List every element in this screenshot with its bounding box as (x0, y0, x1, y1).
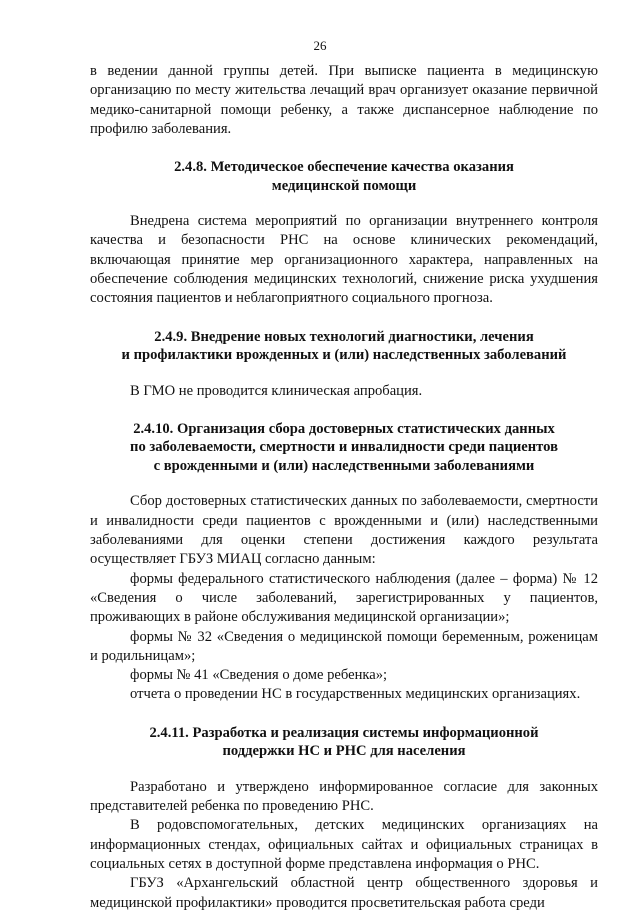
paragraph: В родовспомогательных, детских медицинских организациях на информационных стендах, официальных сайтах и официальных страницах в социальных сетях в доступной форме представлена информация о РНС. (90, 817, 598, 872)
heading-line: с врожденными и (или) наследственными заболеваниями (153, 457, 535, 474)
document-body (90, 62, 598, 913)
section-heading-2-4-9 (90, 328, 598, 365)
heading-line: и профилактики врожденных и (или) наследственных заболеваний (121, 347, 567, 364)
heading-line: поддержки НС и РНС для населения (222, 743, 466, 760)
paragraph: в ведении данной группы детей. При выписке пациента в медицинскую организацию по месту жительства лечащий врач организует оказание первичной медико-санитарной помощи ребенку, а также диспансерное наблюдение по профилю заболевания. (90, 63, 598, 137)
paragraph: отчета о проведении НС в государственных медицинских организациях. (130, 686, 581, 703)
section-heading-2-4-8 (90, 158, 598, 195)
paragraph: ГБУЗ «Архангельский областной центр общественного здоровья и медицинской профилактики» проводится просветительская работа среди (90, 875, 598, 911)
paragraph: формы № 32 «Сведения о медицинской помощи беременным, роженицам и родильницам»; (90, 628, 598, 664)
page-number: 26 (313, 38, 327, 53)
paragraph: формы федерального статистического наблюдения (далее – форма) № 12 «Сведения о числе заболеваний, зарегистрированных у пациентов, проживающих в районе обслуживания медицинской организации»; (90, 570, 598, 626)
heading-line: 2.4.11. Разработка и реализация системы информационной (149, 724, 539, 741)
heading-line: по заболеваемости, смертности и инвалидности среди пациентов (130, 439, 558, 456)
heading-line: 2.4.10. Организация сбора достоверных статистических данных (133, 420, 555, 437)
paragraph: Сбор достоверных статистических данных по заболеваемости, смертности и инвалидности среди пациентов с врожденными и (или) наследственными заболеваниями для оценки степени достижения каждого результата осуществляет ГБУЗ МИАЦ согласно данным: (90, 493, 598, 568)
paragraph: формы № 41 «Сведения о доме ребенка»; (130, 667, 388, 684)
paragraph: В ГМО не проводится клиническая апробация. (130, 382, 423, 399)
heading-line: 2.4.8. Методическое обеспечение качества оказания (174, 159, 514, 176)
paragraph: Разработано и утверждено информированное согласие для законных представителей ребенка по проведению РНС. (90, 778, 598, 815)
heading-line: 2.4.9. Внедрение новых технологий диагностики, лечения (154, 328, 534, 345)
heading-line: медицинской помощи (271, 177, 417, 194)
paragraph: Внедрена система мероприятий по организации внутреннего контроля качества и безопасности РНС на основе клинических рекомендаций, включающая принятие мер организационного характера, направленных на обеспечение соблюдения медицинских технологий, снижение риска ухудшения состояния пациентов и неблагоприятного социального прогноза. (90, 213, 598, 307)
section-heading-2-4-10 (90, 420, 598, 476)
section-heading-2-4-11 (90, 724, 598, 761)
